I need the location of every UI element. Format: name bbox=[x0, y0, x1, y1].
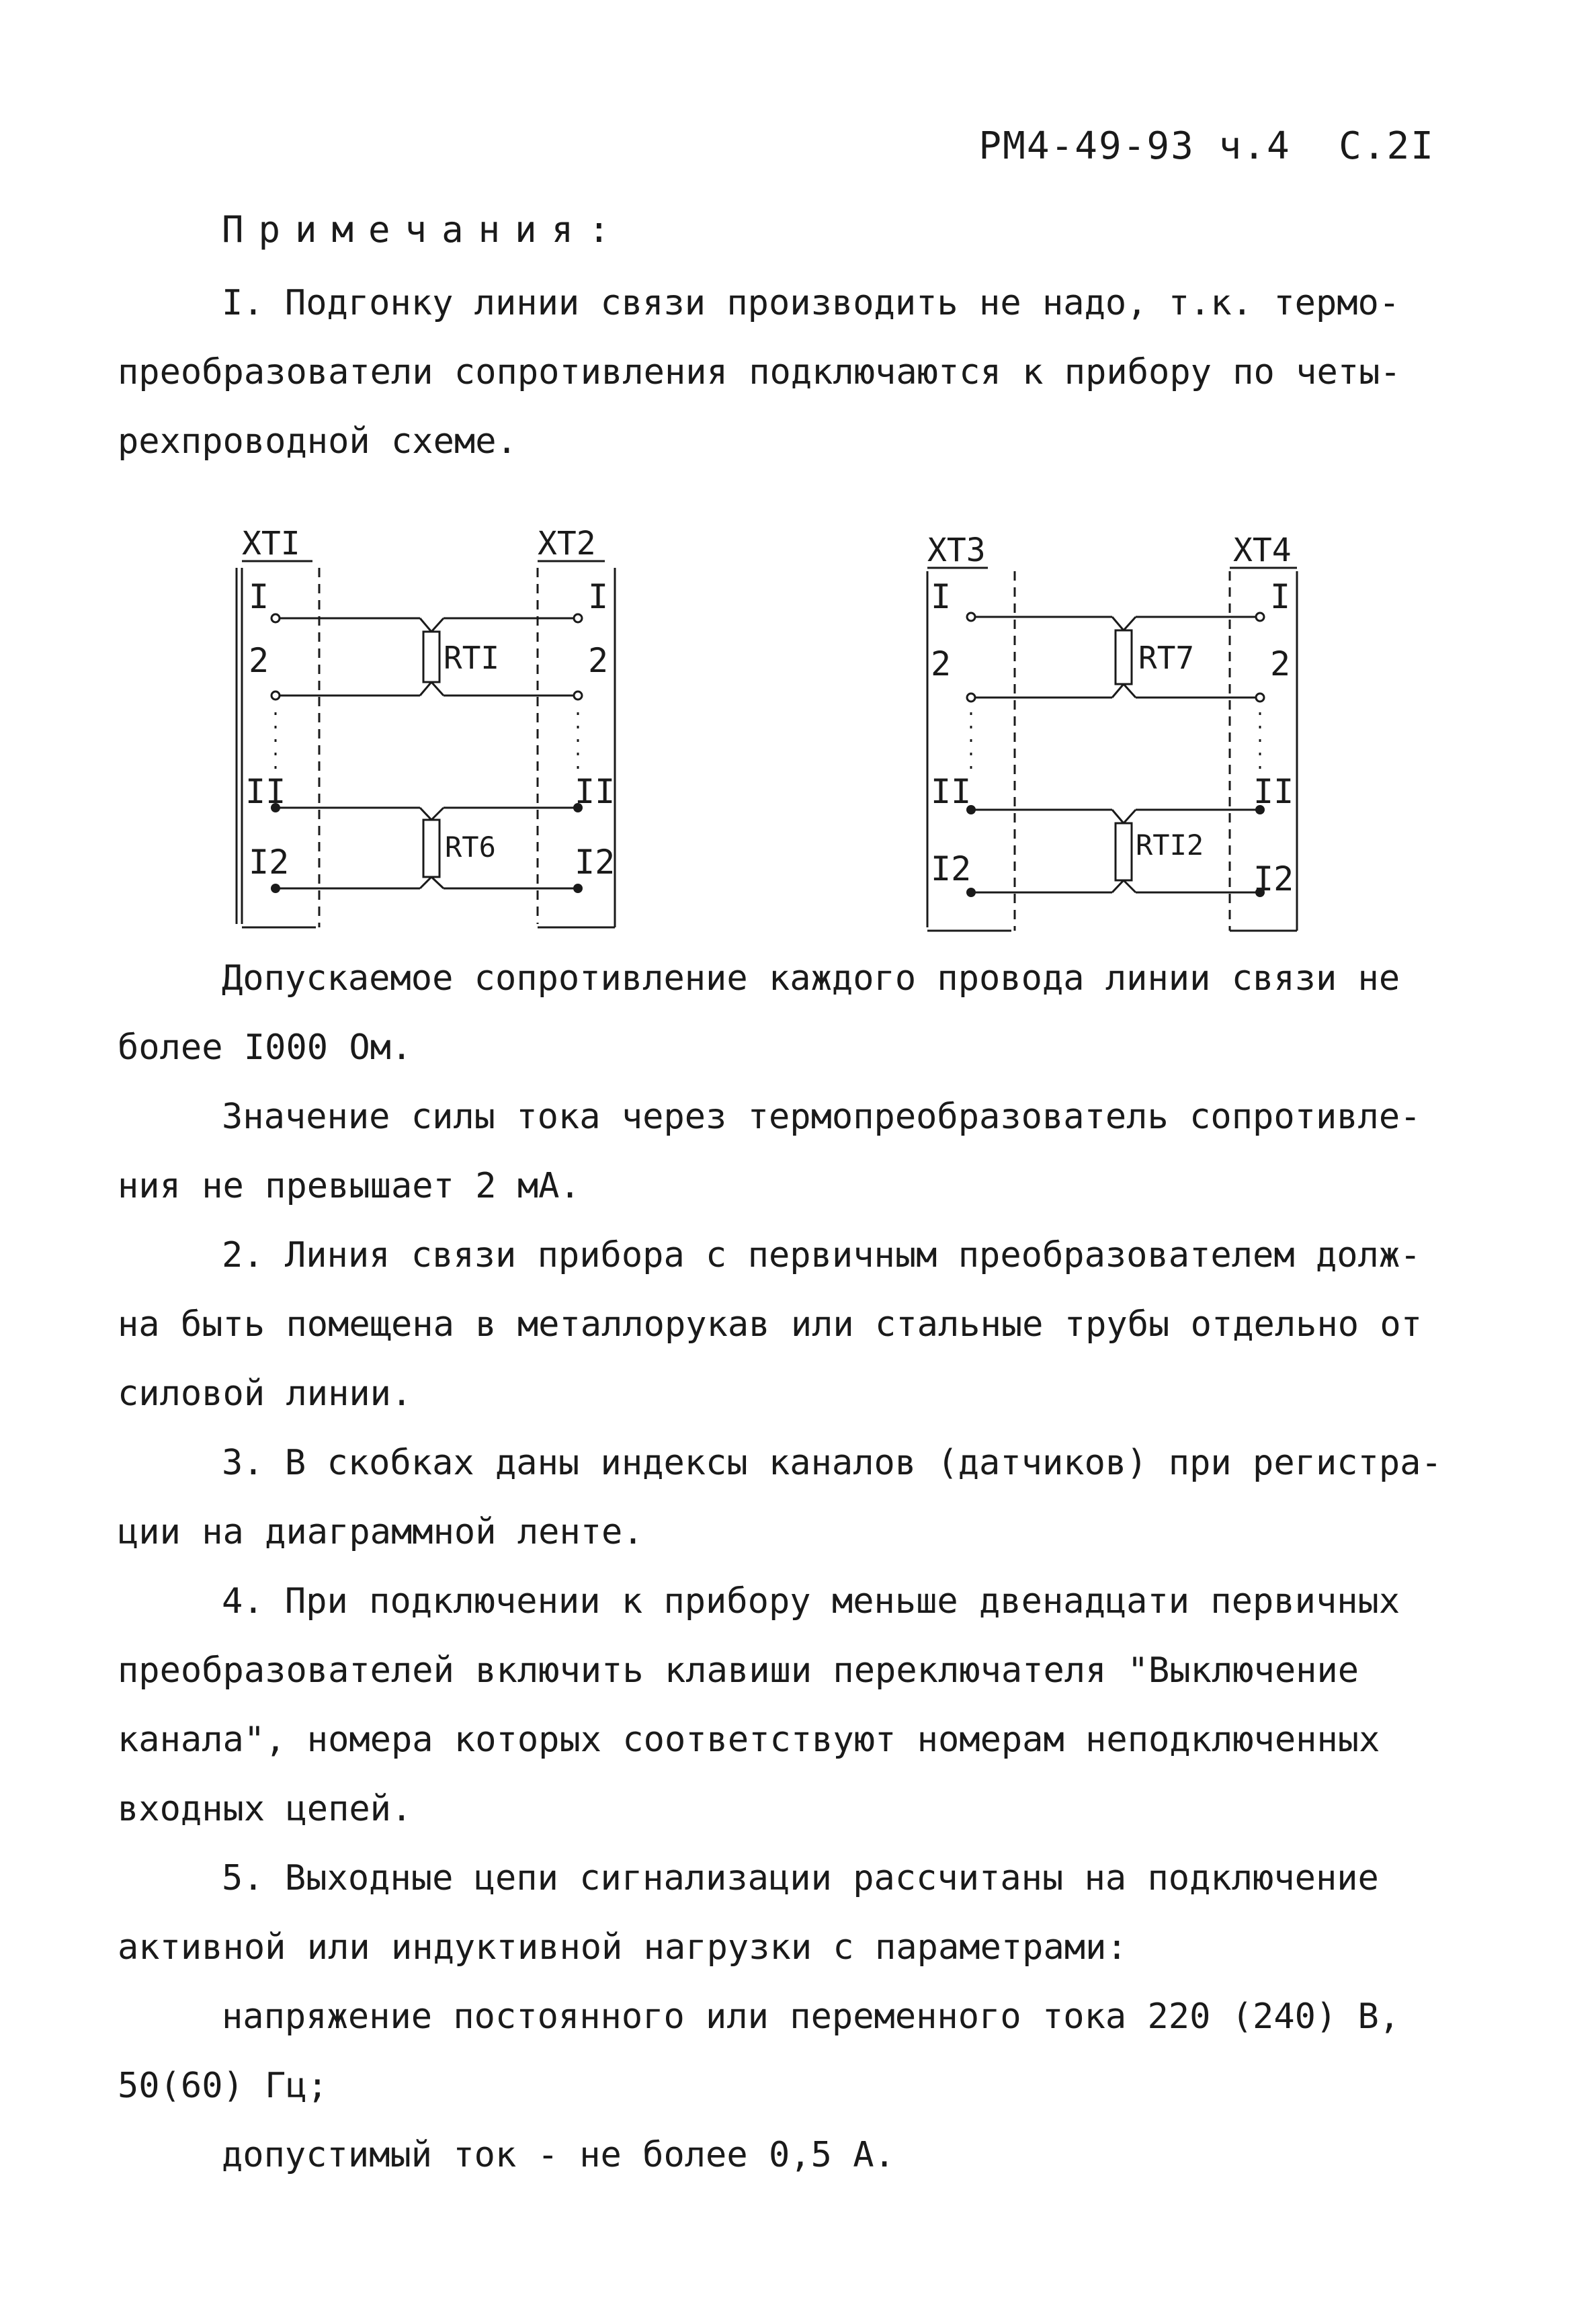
pin-label: I bbox=[931, 577, 952, 616]
note3-line1: 3. В скобках даны индексы каналов (датчиков) при регистра- bbox=[222, 1443, 1442, 1483]
pin-label: I bbox=[1270, 577, 1291, 616]
pin-label: II bbox=[245, 772, 286, 811]
pin-label: II bbox=[575, 772, 616, 811]
note4-line1: 4. При подключении к прибору меньше двенадцати первичных bbox=[222, 1581, 1400, 1622]
xt4-label: XT4 bbox=[1233, 532, 1292, 569]
note4-line4: входных цепей. bbox=[118, 1789, 413, 1829]
document-reference: РМ4-49-93 ч.4 С.2I bbox=[978, 124, 1435, 168]
note5-line2: активной или индуктивной нагрузки с параметрами: bbox=[118, 1927, 1128, 1968]
pin-label: II bbox=[1253, 772, 1294, 811]
xt1-label: XTI bbox=[242, 525, 300, 562]
resistance-line2: более I000 Ом. bbox=[118, 1027, 413, 1068]
pin-label: I2 bbox=[1253, 859, 1294, 898]
current-line1: Значение силы тока через термопреобразователь сопротивле- bbox=[222, 1097, 1421, 1137]
pin-label: 2 bbox=[249, 641, 269, 680]
resistance-line1: Допускаемое сопротивление каждого провода линии связи не bbox=[222, 958, 1400, 999]
xt3-label: XT3 bbox=[927, 532, 986, 569]
resistor-label: RT7 bbox=[1138, 640, 1195, 676]
pin-label: I2 bbox=[931, 849, 972, 888]
note2-line1: 2. Линия связи прибора с первичным преобразователем долж- bbox=[222, 1235, 1421, 1275]
note3-line2: ции на диаграммной ленте. bbox=[118, 1512, 644, 1552]
resistor-label: RT6 bbox=[445, 831, 496, 864]
pin-label: I bbox=[588, 577, 609, 616]
pin-label: I2 bbox=[575, 843, 616, 882]
wiring-diagram-right bbox=[907, 517, 1337, 948]
pin-label: I bbox=[249, 577, 269, 616]
note2-line2: на быть помещена в металлорукав или стальные трубы отдельно от bbox=[118, 1304, 1423, 1345]
pin-label: 2 bbox=[1270, 644, 1291, 683]
voltage-line2: 50(60) Гц; bbox=[118, 2066, 329, 2106]
pin-label: II bbox=[931, 772, 972, 811]
resistor-label: RTI2 bbox=[1136, 829, 1204, 861]
note1-line2: преобразователи сопротивления подключаются к прибору по четы- bbox=[118, 352, 1401, 392]
note1-line1: I. Подгонку линии связи производить не надо, т.к. термо- bbox=[222, 283, 1400, 323]
note2-line3: силовой линии. bbox=[118, 1374, 413, 1414]
current-line2: ния не превышает 2 мА. bbox=[118, 1166, 581, 1206]
note1-line3: рехпроводной схеме. bbox=[118, 421, 517, 462]
wiring-diagram-left bbox=[222, 517, 652, 948]
note4-line3: канала", номера которых соответствуют номерам неподключенных bbox=[118, 1720, 1380, 1760]
pin-label: 2 bbox=[931, 644, 952, 683]
note5-line1: 5. Выходные цепи сигнализации рассчитаны на подключение bbox=[222, 1858, 1379, 1898]
voltage-line1: напряжение постоянного или переменного тока 220 (240) В, bbox=[222, 1996, 1400, 2037]
notes-heading: Примечания: bbox=[222, 208, 625, 251]
pin-label: I2 bbox=[249, 843, 290, 882]
pin-label: 2 bbox=[588, 641, 609, 680]
allowed-current: допустимый ток - не более 0,5 А. bbox=[222, 2135, 895, 2175]
resistor-label: RTI bbox=[444, 640, 500, 676]
xt2-label: XT2 bbox=[538, 525, 596, 562]
note4-line2: преобразователей включить клавиши переключателя "Выключение bbox=[118, 1650, 1359, 1691]
